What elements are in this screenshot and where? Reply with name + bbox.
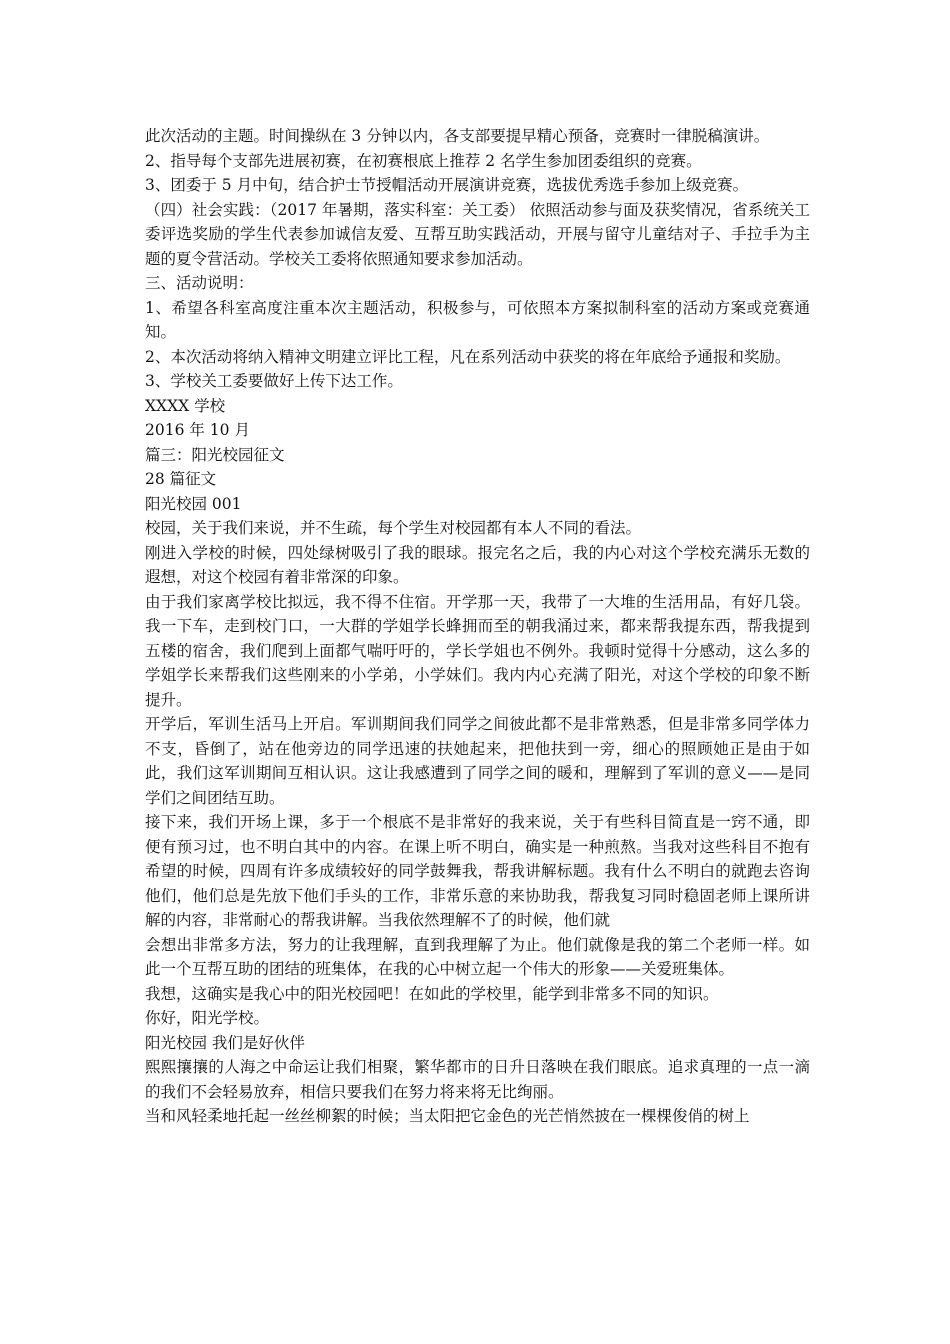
paragraph: 会想出非常多方法，努力的让我理解，直到我理解了为止。他们就像是我的第二个老师一样。如此一个互帮互助的团结的班集体，在我的心中树立起一个伟大的形象——关爱班集体。 xyxy=(145,935,810,978)
paragraph: 开学后，军训生活马上开启。军训期间我们同学之间彼此都不是非常熟悉，但是非常多同学体力不支，昏倒了，站在他旁边的同学迅速的扶她起来，把他扶到一旁，细心的照顾她正是由于如此，我们这军训期间互相认识。这让我感遭到了同学之间的暖和，理解到了军训的意义——是同学们之间团结互助。 xyxy=(145,715,810,807)
signature-school: XXXX 学校 xyxy=(145,396,226,415)
paragraph: 3、团委于 5 月中旬，结合护士节授帽活动开展演讲竞赛，选拔优秀选手参加上级竞赛。 xyxy=(145,176,749,194)
paragraph: 接下来，我们开场上课，多于一个根底不是非常好的我来说，关于有些科目简直是一窍不通，即便有预习过，也不明白其中的内容。在课上听不明白，确实是一种煎熬。当我对这些科目不抱有希望的时候，四周有许多成绩较好的同学鼓舞我，帮我讲解标题。我有什么不明白的就跑去咨询他们，他们总是先放下他们手头的工作，非常乐意的来协助我，帮我复习同时稳固老师上课所讲解的内容，非常耐心的帮我讲解。当我依然理解不了的时候，他们就 xyxy=(145,813,810,929)
paragraph: 校园，关于我们来说，并不生疏，每个学生对校园都有本人不同的看法。 xyxy=(145,519,642,537)
paragraph: 熙熙攘攘的人海之中命运让我们相聚，繁华都市的日升日落映在我们眼底。追求真理的一点一滴的我们不会轻易放弃，相信只要我们在努力将来将无比绚丽。 xyxy=(145,1058,810,1101)
paragraph: （四）社会实践：（2017 年暑期，落实科室：关工委） 依照活动参与面及获奖情况，省系统关工委评选奖励的学生代表参加诚信友爱、互帮互助实践活动，开展与留守儿童结对子、手拉手为主题的夏令营活动。学校关工委将依照通知要求参加活动。 xyxy=(145,200,810,268)
subtitle: 28 篇征文 xyxy=(145,470,217,488)
signature-date: 2016 年 10 月 xyxy=(145,421,250,439)
paragraph: 2、本次活动将纳入精神文明建立评比工程，凡在系列活动中获奖的将在年底给予通报和奖励。 xyxy=(145,347,791,366)
paragraph: 我想，这确实是我心中的阳光校园吧！在如此的学校里，能学到非常多不同的知识。 xyxy=(145,984,719,1003)
paragraph: 2、指导每个支部先进展初赛，在初赛根底上推荐 2 名学生参加团委组织的竞赛。 xyxy=(145,151,702,170)
paragraph: 刚进入学校的时候，四处绿树吸引了我的眼球。报完名之后，我的内心对这个学校充满乐无数的遐想，对这个校园有着非常深的印象。 xyxy=(145,543,810,586)
paragraph: 你好，阳光学校。 xyxy=(145,1009,270,1027)
paragraph: 由于我们家离学校比拟远，我不得不住宿。开学那一天，我带了一大堆的生活用品，有好几袋。我一下车，走到校门口，一大群的学姐学长蜂拥而至的朝我涌过来，都来帮我提东西，帮我提到五楼的宿舍，我们爬到上面都气喘吁吁的，学长学姐也不例外。我顿时觉得十分感动，这么多的学姐学长来帮我们这些刚来的小学弟，小学妹们。我内内心充满了阳光，对这个学校的印象不断提升。 xyxy=(145,592,810,709)
section-heading: 三、活动说明： xyxy=(145,274,254,292)
paragraph: 此次活动的主题。时间操纵在 3 分钟以内，各支部要提早精心预备，竞赛时一律脱稿演讲。 xyxy=(145,127,770,145)
paragraph: 1、希望各科室高度注重本次主题活动，积极参与，可依照本方案拟制科室的活动方案或竞赛通知。 xyxy=(145,298,810,341)
chapter-title: 篇三：阳光校园征文 xyxy=(145,445,285,464)
essay-title: 阳光校园 001 xyxy=(145,494,242,513)
essay-title: 阳光校园 我们是好伙伴 xyxy=(145,1033,305,1052)
paragraph: 当和风轻柔地托起一丝丝柳絮的时候；当太阳把它金色的光芒悄然披在一棵棵俊俏的树上 xyxy=(145,1107,750,1125)
document-body xyxy=(145,124,810,1129)
paragraph: 3、学校关工委要做好上传下达工作。 xyxy=(145,372,403,390)
